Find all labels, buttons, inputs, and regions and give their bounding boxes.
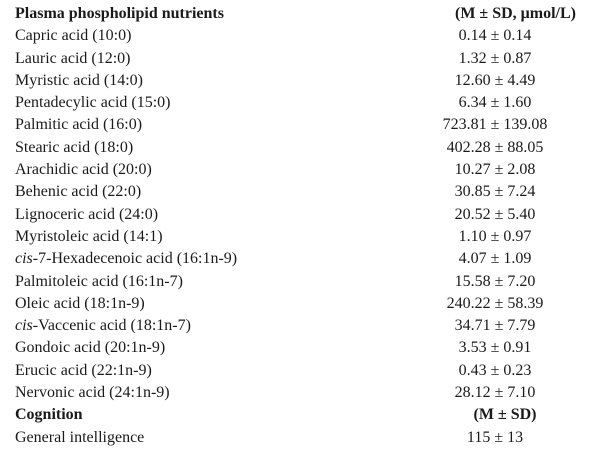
measure-value: 115 ± 13 (466, 428, 524, 446)
nutrient-name (15, 181, 141, 203)
nutrient-value: 20.52 ± 5.40 (454, 205, 536, 223)
nutrient-value: 1.32 ± 0.87 (458, 49, 532, 67)
nutrient-value: 4.07 ± 1.09 (458, 250, 532, 268)
nutrient-name (15, 204, 158, 226)
table-row (15, 315, 600, 337)
table-row (15, 382, 600, 404)
table-row (15, 92, 600, 114)
nutrient-value: 34.71 ± 7.79 (454, 317, 536, 335)
nutrient-name (15, 337, 165, 359)
table-row (15, 226, 600, 248)
nutrient-value: 28.12 ± 7.10 (454, 384, 536, 402)
table-row (15, 337, 600, 359)
nutrient-name (15, 382, 170, 404)
nutrient-rows (15, 25, 600, 404)
nutrient-value: 1.10 ± 0.97 (458, 227, 532, 245)
nutrient-value: 12.60 ± 4.49 (454, 71, 536, 89)
section-label: Cognition (15, 406, 83, 424)
nutrient-name-text: Palmitic acid (16:0) (15, 116, 143, 134)
section-header (15, 404, 600, 426)
table-row (15, 159, 600, 181)
nutrient-table (15, 3, 600, 449)
nutrient-name-prefix: cis (15, 250, 33, 268)
nutrient-name (15, 114, 142, 136)
nutrient-value: 0.43 ± 0.23 (458, 361, 532, 379)
nutrient-name (15, 92, 171, 114)
nutrient-name-text: Erucic acid (22:1n-9) (15, 361, 152, 379)
table-row (15, 204, 600, 226)
nutrient-name-text: Lignoceric acid (24:0) (15, 205, 159, 223)
nutrient-name-text: Palmitoleic acid (16:1n-7) (15, 272, 183, 290)
nutrient-name (15, 248, 237, 270)
nutrient-name-text: Gondoic acid (20:1n-9) (15, 339, 166, 357)
nutrient-value: 6.34 ± 1.60 (458, 94, 532, 112)
measure-name: General intelligence (15, 428, 145, 446)
table-row (15, 248, 600, 270)
nutrient-value: 30.85 ± 7.24 (454, 183, 536, 201)
nutrient-name-text: Capric acid (10:0) (15, 27, 132, 45)
nutrient-value: 3.53 ± 0.91 (458, 339, 532, 357)
header-label: Plasma phospholipid nutrients (15, 5, 224, 22)
nutrient-value: 10.27 ± 2.08 (454, 161, 536, 179)
table-row (15, 427, 600, 449)
nutrient-name-text: Behenic acid (22:0) (15, 183, 142, 201)
nutrient-value: 723.81 ± 139.08 (442, 116, 548, 134)
nutrient-name (15, 159, 152, 181)
nutrient-name (15, 315, 191, 337)
nutrient-name-prefix: cis (15, 317, 33, 335)
cognition-rows (15, 427, 600, 449)
nutrient-value: 402.28 ± 88.05 (446, 138, 544, 156)
nutrient-name-text: Myristic acid (14:0) (15, 71, 143, 89)
nutrient-name (15, 137, 133, 159)
table-row (15, 114, 600, 136)
section-unit: (M ± SD) (473, 406, 537, 424)
table-row (15, 48, 600, 70)
nutrient-name (15, 293, 145, 315)
nutrient-name-text: -7-Hexadecenoic acid (16:1n-9) (32, 250, 238, 268)
table-row (15, 360, 600, 382)
nutrient-name (15, 48, 131, 70)
nutrient-name-text: Lauric acid (12:0) (15, 49, 131, 67)
nutrient-name-text: Stearic acid (18:0) (15, 138, 134, 156)
nutrient-name-text: Arachidic acid (20:0) (15, 161, 152, 179)
nutrient-value: 15.58 ± 7.20 (454, 272, 536, 290)
nutrient-name (15, 226, 163, 248)
nutrient-value: 0.14 ± 0.14 (458, 27, 532, 45)
table-row (15, 25, 600, 47)
table-row (15, 70, 600, 92)
nutrient-name-text: Myristoleic acid (14:1) (15, 227, 163, 245)
nutrient-name-text: Oleic acid (18:1n-9) (15, 294, 145, 312)
nutrient-name (15, 25, 131, 47)
nutrient-name-text: -Vaccenic acid (18:1n-7) (32, 317, 191, 335)
nutrient-name (15, 360, 152, 382)
table-header (15, 3, 600, 25)
nutrient-name-text: Nervonic acid (24:1n-9) (15, 384, 170, 402)
table-row (15, 181, 600, 203)
table-row (15, 137, 600, 159)
table-row (15, 271, 600, 293)
nutrient-value: 240.22 ± 58.39 (446, 294, 544, 312)
nutrient-name (15, 70, 143, 92)
nutrient-name (15, 271, 183, 293)
table-row (15, 293, 600, 315)
header-unit: (M ± SD, μmol/L) (455, 5, 576, 22)
nutrient-name-text: Pentadecylic acid (15:0) (15, 94, 171, 112)
